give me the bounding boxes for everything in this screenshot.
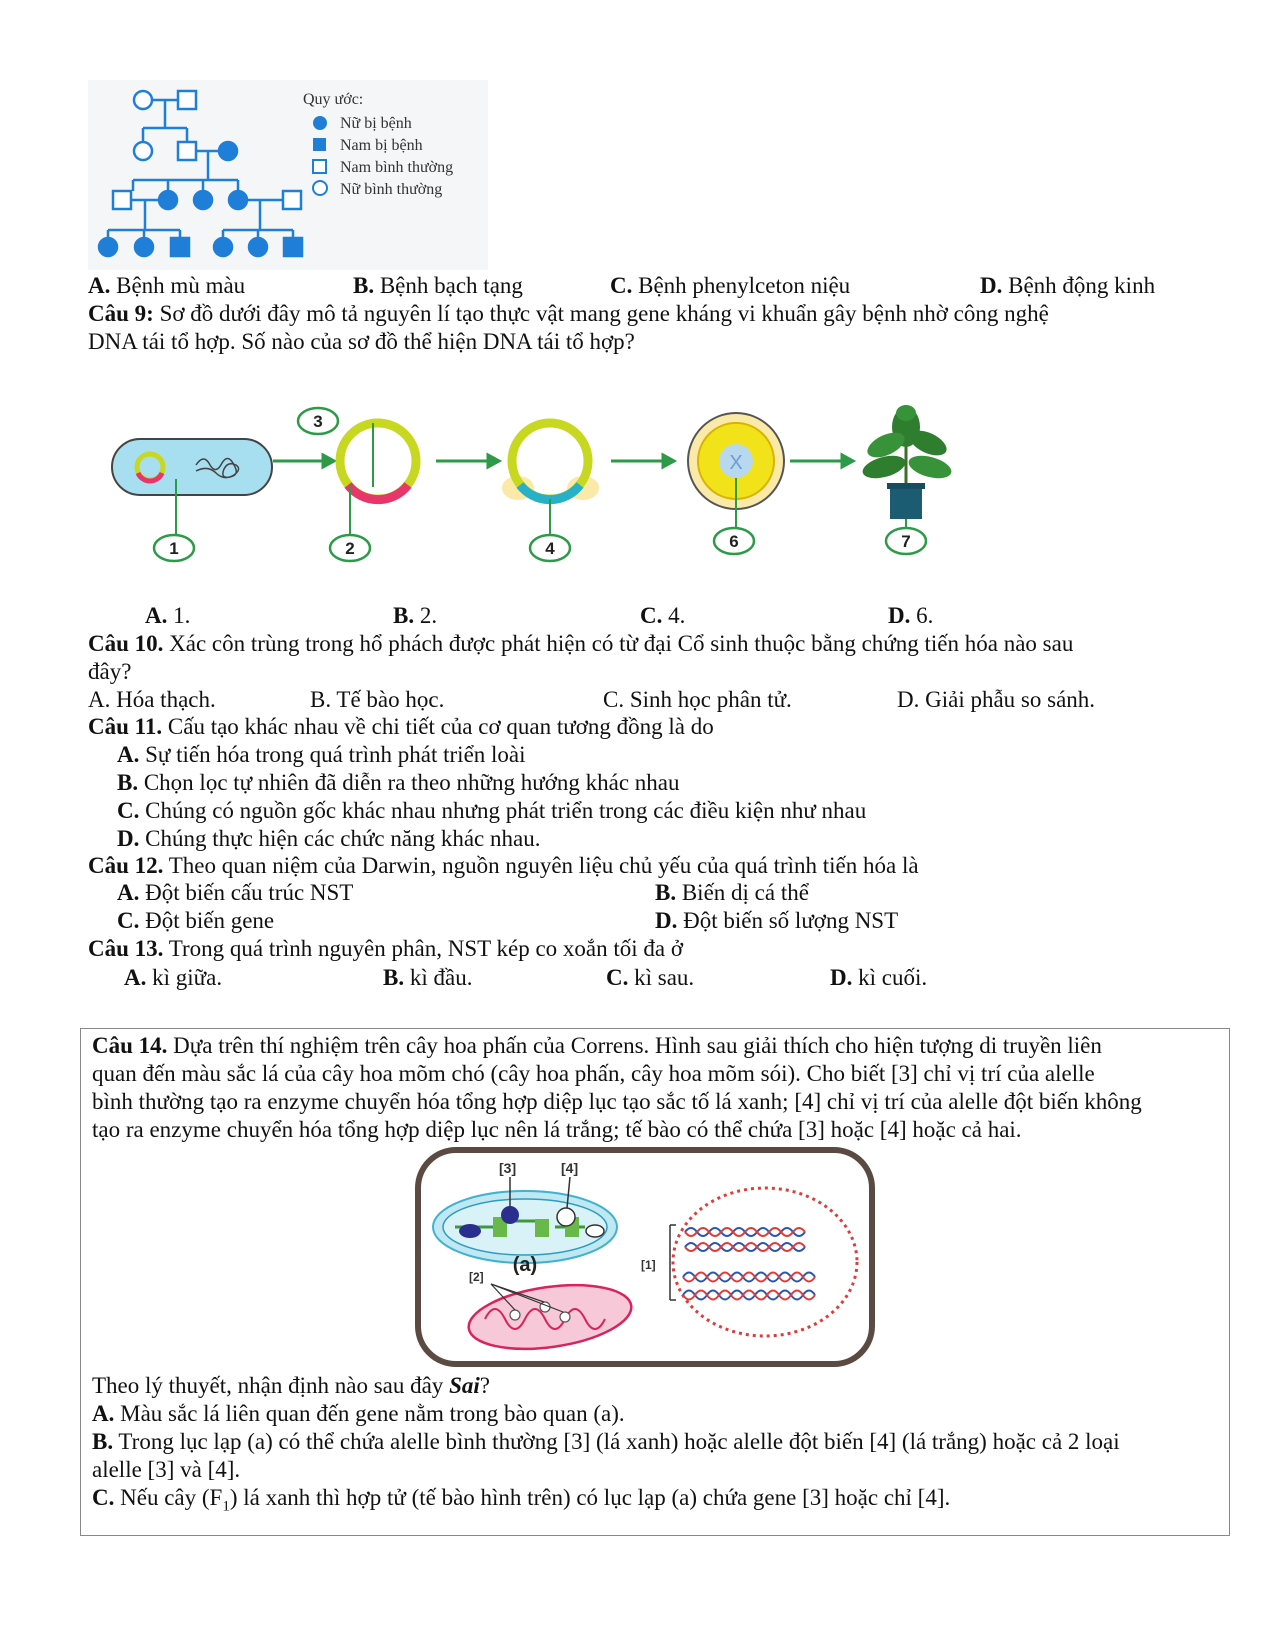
q9-stem: Câu 9: Sơ đồ dưới đây mô tả nguyên lí tạo thực vật mang gene kháng vi khuẩn gây bệnh nhờ công nghệ (88, 301, 1049, 326)
pedigree-female-affected (214, 238, 232, 256)
pedigree-male-normal (178, 91, 196, 109)
q12-stem: Câu 12. Theo quan niệm của Darwin, nguồn nguyên liệu chủ yếu của quá trình tiến hóa là (88, 853, 919, 878)
transgenic-plant (860, 405, 954, 519)
q11-option-c: C. Chúng có nguồn gốc khác nhau nhưng phát triển trong các điều kiện như nhau (117, 798, 867, 823)
q10-stem: Câu 10. Xác côn trùng trong hổ phách được phát hiện có từ đại Cổ sinh thuộc bằng chứng tiến hóa nào sau (88, 631, 1074, 656)
q10-option-a: A. Hóa thạch. (88, 687, 216, 712)
q10-option-d: D. Giải phẫu so sánh. (897, 687, 1096, 712)
diagram-number-4: 4 (545, 539, 555, 558)
q8-option-c: C. Bệnh phenylceton niệu (610, 273, 851, 298)
svg-text:X: X (729, 452, 743, 474)
pedigree-female-affected (249, 238, 267, 256)
q14-prompt: Theo lý thuyết, nhận định nào sau đây Sai? (92, 1373, 490, 1398)
q9-option-c: C. 4. (640, 603, 686, 628)
q9-option-a: A. 1. (145, 603, 191, 628)
q12-option-d: D. Đột biến số lượng NST (655, 908, 899, 933)
figure-label-3: [3] (499, 1160, 517, 1176)
figure-label-1: [1] (641, 1258, 656, 1272)
pedigree-female-affected (219, 142, 237, 160)
figure-label-2: [2] (469, 1270, 484, 1284)
q9-stem-line2: DNA tái tổ hợp. Số nào của sơ đồ thể hiện DNA tái tổ hợp? (88, 329, 635, 354)
q12-option-a: A. Đột biến cấu trúc NST (117, 880, 354, 905)
q14-stem-line3: bình thường tạo ra enzyme chuyển hóa tổng hợp diệp lục tạo sắc tố lá xanh; [4] chỉ vị trí của alelle đột biến không (92, 1089, 1142, 1114)
pedigree-female-normal (134, 91, 152, 109)
diagram-number-6: 6 (729, 532, 739, 551)
q9-option-b: B. 2. (393, 603, 438, 628)
diagram-number-1: 1 (169, 539, 179, 558)
diagram-number-3: 3 (313, 412, 323, 431)
q8-option-d: D. Bệnh động kinh (980, 273, 1156, 298)
q12-option-c: C. Đột biến gene (117, 908, 275, 933)
pedigree-male-affected (284, 238, 302, 256)
q11-option-b: B. Chọn lọc tự nhiên đã diễn ra theo những hướng khác nhau (117, 770, 680, 795)
q14-stem-line4: tạo ra enzyme chuyển hóa tổng hợp diệp lục nên lá trắng; tế bào có thể chứa [3] hoặc [4] hoặc cả hai. (92, 1117, 1022, 1142)
q8-option-a: A. Bệnh mù màu (88, 273, 246, 298)
plant-pot (890, 485, 922, 519)
q12-option-b: B. Biến dị cá thể (655, 880, 809, 905)
figure-label-a: (a) (512, 1254, 538, 1276)
legend-female-normal: Nữ bình thường (340, 181, 443, 198)
q14-stem-line1: Câu 14. Dựa trên thí nghiệm trên cây hoa phấn của Correns. Hình sau giải thích cho hiện tượng di truyền liên (92, 1033, 1102, 1058)
pedigree-male-normal (113, 191, 131, 209)
q10-option-b: B. Tế bào học. (310, 687, 445, 712)
pedigree-male-affected (171, 238, 189, 256)
legend-male-normal: Nam bình thường (340, 159, 454, 176)
recombinant-dna-diagram (108, 405, 988, 595)
q14-option-b-line2: alelle [3] và [4]. (92, 1457, 241, 1482)
pedigree-female-affected (229, 191, 247, 209)
q9-option-d: D. 6. (888, 603, 934, 628)
q14-option-a: A. Màu sắc lá liên quan đến gene nằm trong bào quan (a). (92, 1401, 625, 1426)
figure-label-4: [4] (561, 1160, 579, 1176)
pedigree-female-affected (194, 191, 212, 209)
q14-stem-line2: quan đến màu sắc lá của cây hoa mõm chó (cây hoa phấn, cây hoa mõm sói). Cho biết [3] chỉ vị trí của alelle (92, 1061, 1095, 1086)
q11-stem: Câu 11. Cấu tạo khác nhau về chi tiết của cơ quan tương đồng là do (88, 714, 714, 739)
pedigree-female-affected (99, 238, 117, 256)
pedigree-male-normal (178, 142, 196, 160)
q8-option-b: B. Bệnh bạch tạng (353, 273, 523, 298)
q11-option-d: D. Chúng thực hiện các chức năng khác nhau. (117, 826, 541, 851)
q10-stem-line2: đây? (88, 659, 132, 684)
legend-male-affected: Nam bị bệnh (340, 137, 423, 154)
q13-option-b: B. kì đầu. (383, 965, 473, 990)
q11-option-a: A. Sự tiến hóa trong quá trình phát triển loài (117, 742, 526, 767)
organelle-figure (415, 1147, 875, 1367)
diagram-number-7: 7 (901, 532, 911, 551)
pedigree-male-normal (283, 191, 301, 209)
q10-option-c: C. Sinh học phân tử. (603, 687, 792, 712)
q13-option-a: A. kì giữa. (124, 965, 223, 990)
q14-option-c: C. Nếu cây $(F_1)$ lá xanh thì hợp tử (tế bào hình trên) có lục lạp (a) chứa gene [3] hoặc chỉ [4]. (92, 1485, 951, 1515)
q13-option-d: D. kì cuối. (830, 965, 928, 990)
legend-female-affected: Nữ bị bệnh (340, 115, 412, 132)
pedigree-female-normal (134, 142, 152, 160)
diagram-number-2: 2 (345, 539, 355, 558)
pedigree-female-affected (135, 238, 153, 256)
pedigree-figure (88, 80, 488, 270)
pedigree-female-affected (159, 191, 177, 209)
q13-stem: Câu 13. Trong quá trình nguyên phân, NST kép co xoắn tối đa ở (88, 936, 684, 961)
legend-title: Quy ước: (303, 91, 364, 108)
q14-option-b: B. Trong lục lạp (a) có thể chứa alelle bình thường [3] (lá xanh) hoặc alelle đột biến [4] (lá trắng) hoặc cả 2 loại (92, 1429, 1120, 1454)
q13-option-c: C. kì sau. (606, 965, 695, 990)
